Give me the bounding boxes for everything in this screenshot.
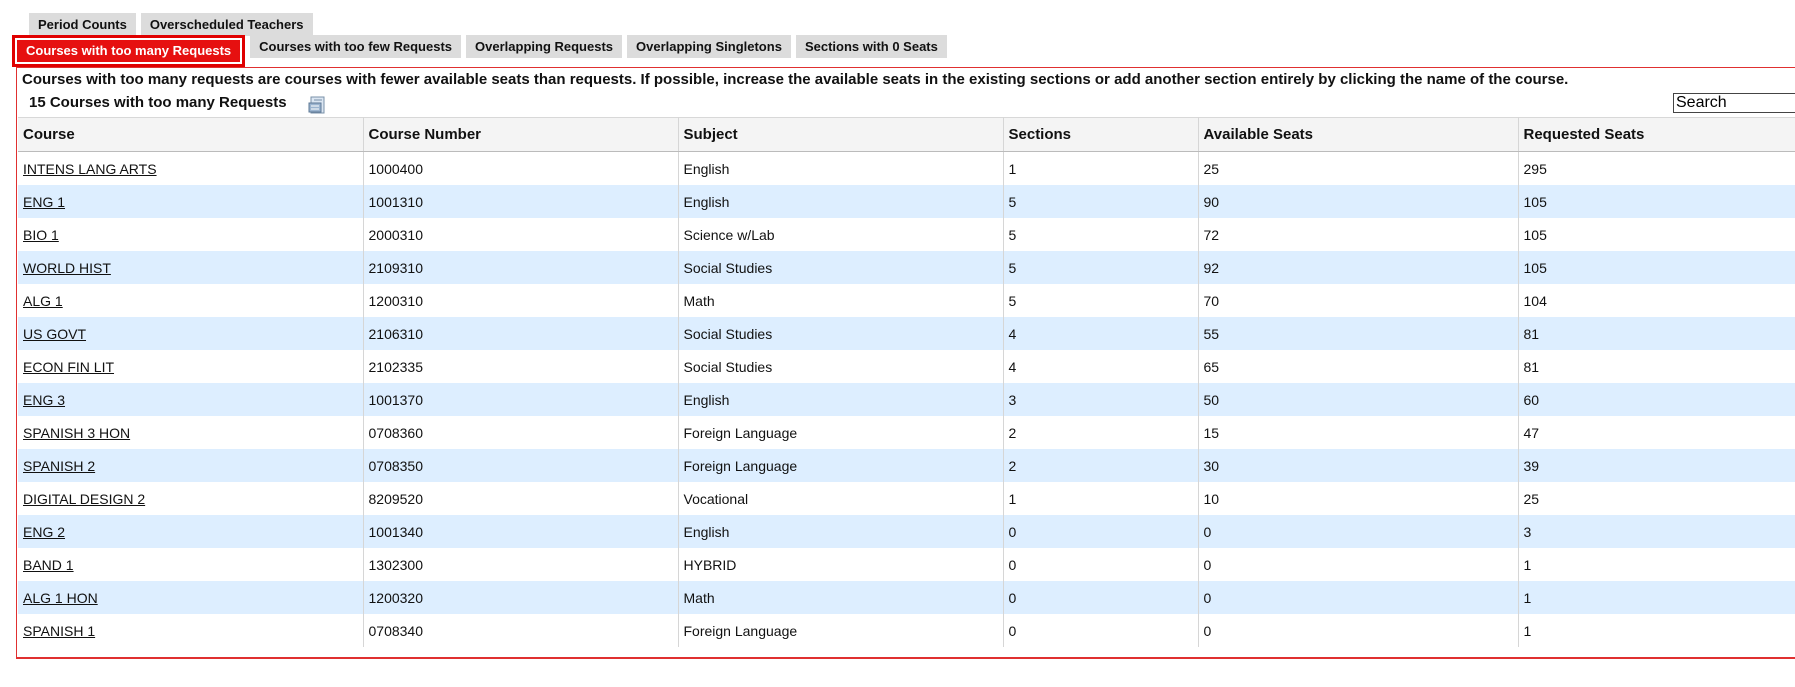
cell-course-link — [18, 548, 363, 581]
cell-sections: 5 — [1003, 218, 1198, 251]
cell-available-seats: 65 — [1198, 350, 1518, 383]
cell-course-number: 8209520 — [363, 482, 678, 515]
table-row — [18, 449, 1795, 482]
cell-available-seats: 0 — [1198, 548, 1518, 581]
cell-requested-seats: 105 — [1518, 251, 1795, 284]
cell-subject: English — [678, 185, 1003, 218]
cell-available-seats: 25 — [1198, 152, 1518, 186]
cell-subject: Math — [678, 284, 1003, 317]
cell-sections: 1 — [1003, 482, 1198, 515]
cell-requested-seats: 47 — [1518, 416, 1795, 449]
cell-requested-seats: 105 — [1518, 185, 1795, 218]
cell-available-seats: 50 — [1198, 383, 1518, 416]
course-link[interactable]: ENG 3 — [23, 391, 66, 408]
cell-requested-seats: 25 — [1518, 482, 1795, 515]
course-link[interactable]: SPANISH 3 HON — [23, 424, 131, 441]
cell-course-link — [18, 614, 363, 647]
cell-subject: Foreign Language — [678, 416, 1003, 449]
cell-sections: 4 — [1003, 350, 1198, 383]
cell-requested-seats: 60 — [1518, 383, 1795, 416]
table-row — [18, 581, 1795, 614]
cell-available-seats: 55 — [1198, 317, 1518, 350]
table-row — [18, 383, 1795, 416]
course-link[interactable]: ENG 1 — [23, 193, 66, 210]
cell-sections: 1 — [1003, 152, 1198, 186]
cell-requested-seats: 104 — [1518, 284, 1795, 317]
col-header-requested-seats[interactable]: Requested Seats — [1518, 118, 1795, 152]
cell-course-number: 1200320 — [363, 581, 678, 614]
cell-sections: 2 — [1003, 449, 1198, 482]
cell-course-link — [18, 284, 363, 317]
course-link[interactable]: ENG 2 — [23, 523, 66, 540]
table-row — [18, 284, 1795, 317]
cell-subject: Social Studies — [678, 350, 1003, 383]
cell-sections: 3 — [1003, 383, 1198, 416]
course-link[interactable]: DIGITAL DESIGN 2 — [23, 490, 146, 507]
cell-subject: Math — [678, 581, 1003, 614]
cell-sections: 0 — [1003, 581, 1198, 614]
cell-course-number: 2109310 — [363, 251, 678, 284]
course-link[interactable]: SPANISH 2 — [23, 457, 96, 474]
table-row — [18, 482, 1795, 515]
tab-sections-0-seats[interactable]: Sections with 0 Seats — [796, 35, 947, 58]
cell-subject: English — [678, 515, 1003, 548]
cell-course-link — [18, 185, 363, 218]
cell-course-number: 0708360 — [363, 416, 678, 449]
cell-requested-seats: 295 — [1518, 152, 1795, 186]
cell-subject: Social Studies — [678, 251, 1003, 284]
col-header-sections[interactable]: Sections — [1003, 118, 1198, 152]
cell-course-link — [18, 416, 363, 449]
cell-course-number: 0708350 — [363, 449, 678, 482]
table-row — [18, 317, 1795, 350]
cell-subject: Social Studies — [678, 317, 1003, 350]
cell-course-number: 1001310 — [363, 185, 678, 218]
cell-subject: Vocational — [678, 482, 1003, 515]
tab-courses-too-many-requests[interactable] — [12, 35, 245, 67]
cell-requested-seats: 39 — [1518, 449, 1795, 482]
export-icon[interactable] — [308, 95, 328, 115]
cell-course-number: 1000400 — [363, 152, 678, 186]
col-header-course[interactable]: Course — [18, 118, 363, 152]
cell-available-seats: 15 — [1198, 416, 1518, 449]
course-link[interactable]: ALG 1 — [23, 292, 63, 309]
cell-available-seats: 0 — [1198, 515, 1518, 548]
report-description: Courses with too many requests are courses with fewer available seats than requests. If possible, increase the available seats in the existing sections or add another section entirely by clicking the name of the course. — [22, 71, 1569, 88]
course-link[interactable]: BIO 1 — [23, 226, 59, 243]
cell-course-number: 1001370 — [363, 383, 678, 416]
course-link[interactable]: ECON FIN LIT — [23, 358, 115, 375]
report-tabs-row-1 — [29, 13, 313, 36]
cell-sections: 2 — [1003, 416, 1198, 449]
course-link[interactable]: SPANISH 1 — [23, 622, 96, 639]
cell-subject: English — [678, 152, 1003, 186]
table-row — [18, 251, 1795, 284]
cell-available-seats: 70 — [1198, 284, 1518, 317]
cell-subject: Foreign Language — [678, 614, 1003, 647]
cell-sections: 5 — [1003, 284, 1198, 317]
cell-course-link — [18, 581, 363, 614]
cell-requested-seats: 105 — [1518, 218, 1795, 251]
cell-course-number: 0708340 — [363, 614, 678, 647]
tab-overlapping-requests[interactable]: Overlapping Requests — [466, 35, 622, 58]
table-body — [18, 152, 1795, 648]
cell-course-link — [18, 482, 363, 515]
cell-course-number: 1200310 — [363, 284, 678, 317]
course-count-label: 15 Courses with too many Requests — [29, 94, 287, 111]
cell-course-number: 1302300 — [363, 548, 678, 581]
tab-courses-too-few-requests[interactable]: Courses with too few Requests — [250, 35, 461, 58]
table-row — [18, 185, 1795, 218]
cell-available-seats: 72 — [1198, 218, 1518, 251]
table-row — [18, 218, 1795, 251]
course-link[interactable]: US GOVT — [23, 325, 87, 342]
table-row — [18, 350, 1795, 383]
cell-course-link — [18, 218, 363, 251]
cell-sections: 4 — [1003, 317, 1198, 350]
search-input[interactable] — [1673, 93, 1795, 113]
cell-requested-seats: 1 — [1518, 548, 1795, 581]
cell-course-number: 1001340 — [363, 515, 678, 548]
tab-period-counts[interactable]: Period Counts — [29, 13, 136, 36]
cell-requested-seats: 1 — [1518, 581, 1795, 614]
cell-available-seats: 92 — [1198, 251, 1518, 284]
col-header-subject[interactable]: Subject — [678, 118, 1003, 152]
table-row — [18, 152, 1795, 186]
col-header-course-number[interactable]: Course Number — [363, 118, 678, 152]
report-tabs-row-2 — [12, 35, 947, 67]
cell-course-link — [18, 515, 363, 548]
table-row — [18, 515, 1795, 548]
cell-available-seats: 10 — [1198, 482, 1518, 515]
table-row — [18, 614, 1795, 647]
cell-subject: Foreign Language — [678, 449, 1003, 482]
cell-course-link — [18, 251, 363, 284]
col-header-available-seats[interactable]: Available Seats — [1198, 118, 1518, 152]
cell-available-seats: 30 — [1198, 449, 1518, 482]
course-link[interactable]: WORLD HIST — [23, 259, 111, 276]
cell-requested-seats: 1 — [1518, 614, 1795, 647]
cell-sections: 0 — [1003, 515, 1198, 548]
cell-sections: 5 — [1003, 185, 1198, 218]
course-link[interactable]: INTENS LANG ARTS — [23, 160, 157, 177]
cell-course-number: 2000310 — [363, 218, 678, 251]
table-row — [18, 548, 1795, 581]
cell-sections: 5 — [1003, 251, 1198, 284]
cell-subject: HYBRID — [678, 548, 1003, 581]
tab-overscheduled-teachers[interactable]: Overscheduled Teachers — [141, 13, 313, 36]
cell-available-seats: 0 — [1198, 614, 1518, 647]
cell-course-link — [18, 449, 363, 482]
cell-course-link — [18, 152, 363, 186]
cell-course-number: 2106310 — [363, 317, 678, 350]
cell-sections: 0 — [1003, 548, 1198, 581]
cell-subject: English — [678, 383, 1003, 416]
cell-available-seats: 0 — [1198, 581, 1518, 614]
course-link[interactable]: ALG 1 HON — [23, 589, 98, 606]
cell-course-link — [18, 383, 363, 416]
table-row — [18, 416, 1795, 449]
tab-label: Courses with too many Requests — [17, 40, 240, 62]
tab-overlapping-singletons[interactable]: Overlapping Singletons — [627, 35, 791, 58]
cell-requested-seats: 81 — [1518, 350, 1795, 383]
course-link[interactable]: BAND 1 — [23, 556, 74, 573]
cell-course-link — [18, 317, 363, 350]
cell-course-link — [18, 350, 363, 383]
cell-requested-seats: 3 — [1518, 515, 1795, 548]
cell-subject: Science w/Lab — [678, 218, 1003, 251]
cell-available-seats: 90 — [1198, 185, 1518, 218]
cell-requested-seats: 81 — [1518, 317, 1795, 350]
cell-sections: 0 — [1003, 614, 1198, 647]
courses-table — [18, 117, 1795, 647]
cell-course-number: 2102335 — [363, 350, 678, 383]
table-header-row — [18, 118, 1795, 152]
